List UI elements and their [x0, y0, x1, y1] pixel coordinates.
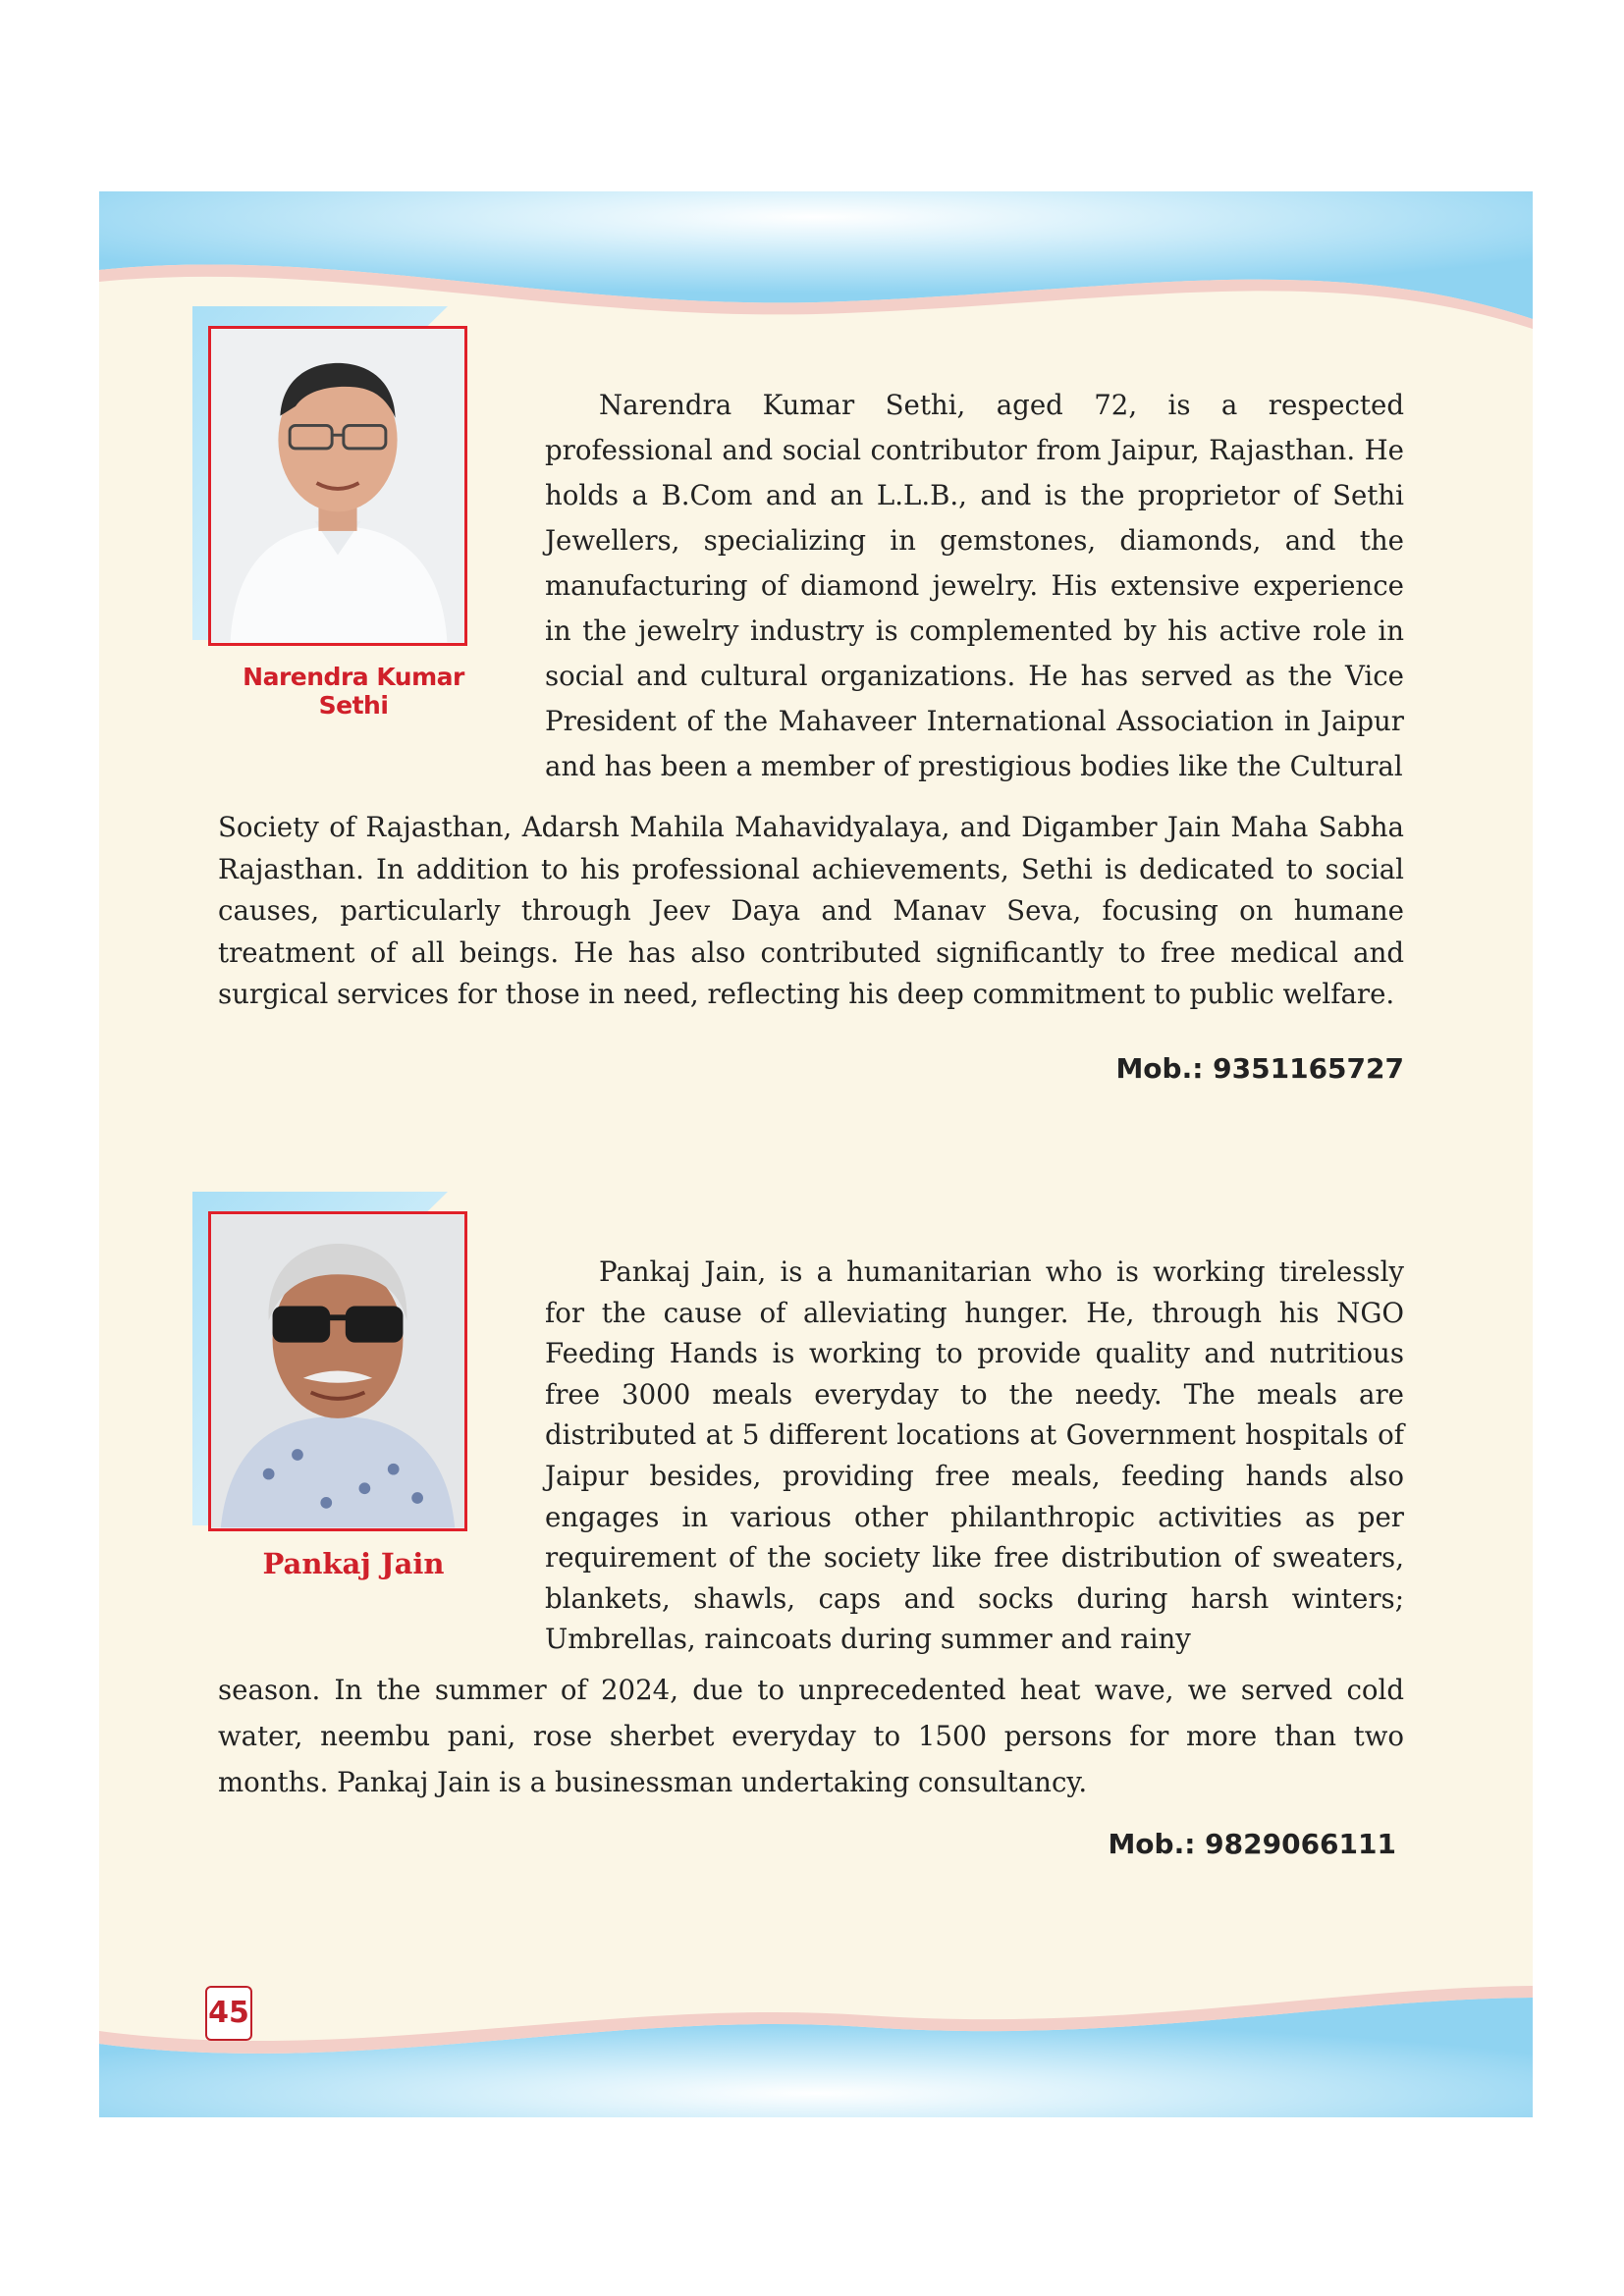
- mobile-number: Mob.: 9351165727: [1115, 1052, 1404, 1085]
- profile-photo-frame-2: [192, 1192, 477, 1545]
- profile-bio-part2: Society of Rajasthan, Adarsh Mahila Mahavidyalaya, and Digamber Jain Maha Sabha Rajasthan. In addition to his professional achievements, Sethi is dedicated to social causes, particularly through Jeev Daya and Manav Seva, focusing on humane treatment of all beings. He has also contributed significantly to free medical and surgical services for those in need, reflecting his deep commitment to public welfare.: [218, 811, 1404, 1010]
- portrait-photo: [208, 1211, 467, 1531]
- profile-bio-part1: Narendra Kumar Sethi, aged 72, is a respected professional and social contributor from Jaipur, Rajasthan. He holds a B.Com and an L.L.B., and is the proprietor of Sethi Jewellers, specializing in gemstones, diamonds, and the manufacturing of diamond jewelry. His extensive experience in the jewelry industry is complemented by his active role in social and cultural organizations. He has served as the Vice President of the Mahaveer International Association in Jaipur and has been a member of prestigious bodies like the Cultural: [545, 389, 1404, 782]
- profile-photo-frame-1: [192, 306, 477, 660]
- profile-bio-part2: season. In the summer of 2024, due to unprecedented heat wave, we served cold water, neembu pani, rose sherbet everyday to 1500 persons for more than two months. Pankaj Jain is a businessman undertaking consultancy.: [218, 1674, 1404, 1798]
- page-number: 45: [205, 1986, 252, 2041]
- bottom-wave-decoration: [99, 1970, 1533, 2117]
- person-portrait-icon: [211, 1214, 464, 1528]
- profile-name-caption: Pankaj Jain: [262, 1547, 445, 1580]
- portrait-photo: [208, 326, 467, 646]
- profile-bio-part1: Pankaj Jain, is a humanitarian who is working tirelessly for the cause of alleviating hunger. He, through his NGO Feeding Hands is working to provide quality and nutritious free 3000 meals everyday to the needy. The meals are distributed at 5 different locations at Government hospitals of Jaipur besides, providing free meals, feeding hands also engages in various other philanthropic activities as per requirement of the society like free distribution of sweaters, blankets, shawls, caps and socks during harsh winters; Umbrellas, raincoats during summer and rainy: [545, 1255, 1404, 1656]
- mobile-number: Mob.: 9829066111: [1108, 1828, 1396, 1860]
- profile-name-caption: Narendra Kumar Sethi: [243, 663, 464, 720]
- person-portrait-icon: [211, 329, 464, 643]
